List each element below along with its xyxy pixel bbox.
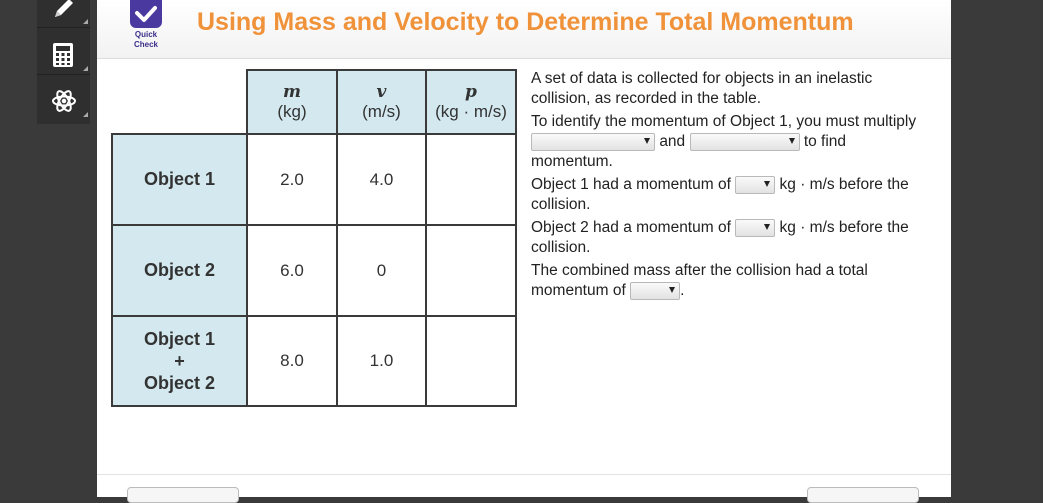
row-label: [112, 134, 247, 225]
velocity-cell: 0: [337, 225, 426, 316]
row-label: [112, 316, 247, 406]
momentum-cell: [426, 225, 516, 316]
page-title: Using Mass and Velocity to Determine Total Momentum: [197, 8, 854, 36]
row-label-text: Object 1: [143, 169, 216, 189]
next-button[interactable]: [807, 487, 919, 503]
header-momentum: [426, 70, 516, 134]
header-unit: (kg · m/s): [435, 102, 507, 121]
question-1-prefix: To identify the momentum of Object 1, you must multiply: [531, 113, 917, 130]
data-table: [111, 69, 517, 407]
factor-1-dropdown[interactable]: [531, 133, 655, 151]
corner-indicator: [83, 66, 88, 71]
checkmark-icon: [130, 0, 162, 28]
dropdown-arrow-icon: [644, 138, 650, 144]
dropdown-arrow-icon: [789, 138, 795, 144]
header-mass: [247, 70, 337, 134]
question-1-suffix: to find momentum.: [531, 133, 847, 170]
corner-indicator: [83, 112, 88, 117]
velocity-cell: 1.0: [337, 316, 426, 406]
object-2-momentum-dropdown[interactable]: [735, 219, 775, 237]
table-row: [112, 134, 516, 225]
dropdown-arrow-icon: [669, 287, 675, 293]
total-momentum-dropdown[interactable]: [630, 282, 680, 300]
atom-icon: [51, 87, 77, 115]
question-2: [531, 175, 931, 215]
mass-cell: 6.0: [247, 225, 337, 316]
table-row: [112, 316, 516, 406]
header-unit: (m/s): [362, 102, 401, 121]
momentum-cell: [426, 316, 516, 406]
object-1-momentum-dropdown[interactable]: [735, 176, 775, 194]
factor-2-dropdown[interactable]: [690, 133, 800, 151]
calculator-tool-button[interactable]: [37, 35, 90, 75]
table-header-row: [112, 70, 516, 134]
dropdown-arrow-icon: [764, 181, 770, 187]
previous-button[interactable]: [127, 487, 239, 503]
header-symbol: v: [376, 82, 387, 102]
tool-sidebar: [37, 0, 90, 124]
pencil-icon: [51, 0, 77, 21]
row-label: [112, 225, 247, 316]
momentum-cell: [426, 134, 516, 225]
table-row: [112, 225, 516, 316]
question-2-prefix: Object 1 had a momentum of: [531, 176, 731, 193]
calculator-icon: [51, 42, 75, 68]
footer-divider: [97, 474, 951, 475]
question-text: [531, 69, 931, 304]
question-3-suffix: kg · m/s before the collision.: [531, 219, 909, 256]
pencil-tool-button[interactable]: [37, 0, 90, 28]
mass-cell: 2.0: [247, 134, 337, 225]
row-label-text: Object 2: [143, 373, 216, 393]
quick-check-label: [125, 30, 167, 50]
row-label-text: Object 2: [143, 260, 216, 280]
dropdown-arrow-icon: [764, 224, 770, 230]
question-1-and: and: [659, 133, 686, 150]
quick-check-badge: [130, 0, 162, 28]
header-velocity: [337, 70, 426, 134]
header-symbol: m: [283, 82, 301, 102]
question-4: [531, 261, 931, 301]
question-3: [531, 218, 931, 258]
corner-indicator: [83, 19, 88, 24]
quick-check-label-line2: Check: [133, 40, 158, 49]
question-1: [531, 112, 931, 172]
table-corner-cell: [112, 70, 247, 134]
mass-cell: 8.0: [247, 316, 337, 406]
reference-tool-button[interactable]: [37, 80, 90, 120]
velocity-cell: 4.0: [337, 134, 426, 225]
row-label-text: Object 1: [143, 329, 216, 349]
question-3-prefix: Object 2 had a momentum of: [531, 219, 731, 236]
header: [97, 0, 951, 59]
header-symbol: p: [465, 82, 477, 102]
question-intro: A set of data is collected for objects in an inelastic collision, as recorded in the table.: [531, 70, 873, 107]
question-4-prefix: The combined mass after the collision had a total momentum of: [531, 262, 868, 299]
question-4-suffix: .: [680, 282, 685, 299]
header-unit: (kg): [277, 102, 307, 121]
question-2-suffix: kg · m/s before the collision.: [531, 176, 909, 213]
row-label-text: +: [174, 351, 185, 371]
question-panel: [97, 0, 951, 497]
quick-check-label-line1: Quick: [134, 30, 158, 39]
